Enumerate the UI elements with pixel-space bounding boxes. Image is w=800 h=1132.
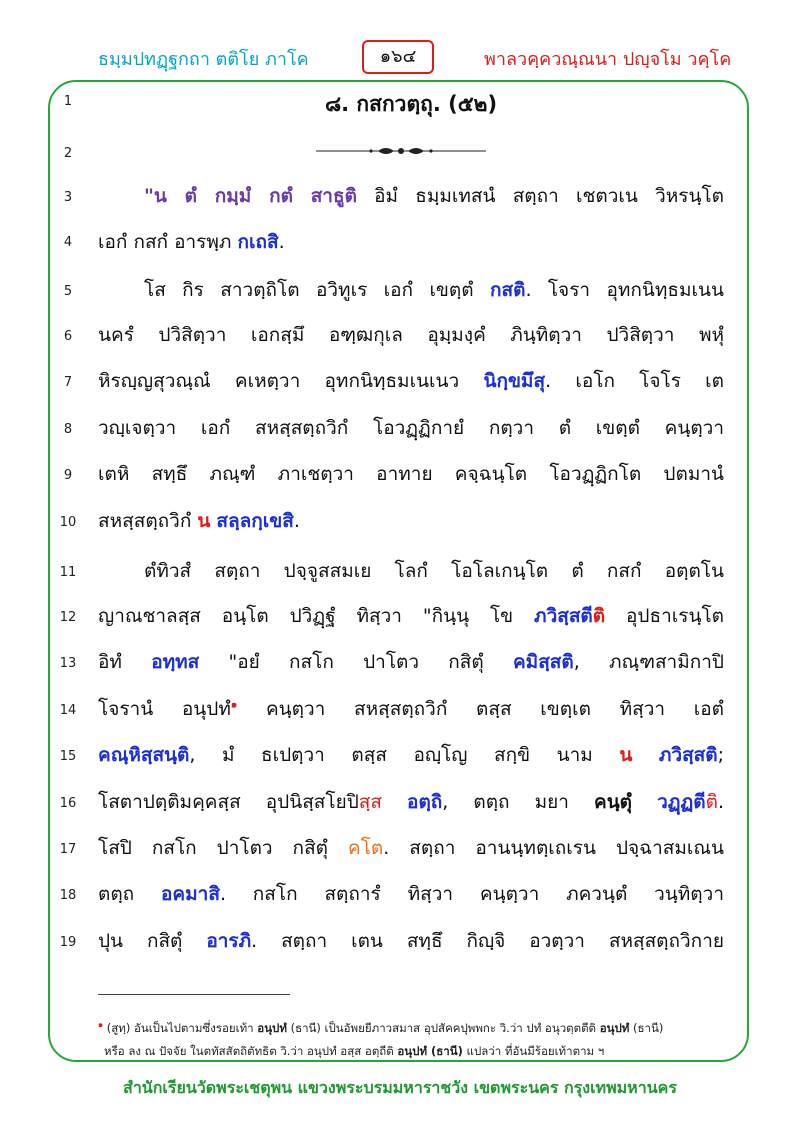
- text-line-14: โจรานํ อนุปทํ$^๑$ คนฺตฺวา สหสฺสตฺถวิกํ ตสฺส เขตฺเต ทิสฺวา เอตํ: [98, 698, 724, 720]
- line-number: 16: [59, 796, 77, 811]
- text-line-9: เตหิ สทฺธึ ภณฺฑํ ภาเชตฺวา อาทาย คจฺฉนฺโต โอวฏฺฏิกโต ปตมานํ: [98, 463, 724, 485]
- line-number: 9: [63, 468, 73, 483]
- line-number: 19: [59, 935, 77, 950]
- line-number: 12: [59, 610, 77, 625]
- footnote-ref: ๑: [230, 699, 238, 711]
- text-line-6: นครํ ปวิสิตฺวา เอกสฺมึ อฑฺฒกุเล อุมฺมงฺคํ ภินฺทิตฺวา ปวิสิตฺวา พหุํ: [98, 324, 724, 346]
- line-number: 7: [63, 375, 73, 390]
- line-number: 13: [59, 656, 77, 671]
- text-line-4: เอกํ กสกํ อารพฺภ กเถสิ.: [98, 231, 285, 253]
- divider-ornament-icon: [316, 145, 486, 157]
- line-number: 15: [59, 749, 77, 764]
- text-line-11: ตํทิวสํ สตฺถา ปจฺจูสสมเย โลกํ โอโลเกนฺโต ตํ กสกํ อตฺตโน: [144, 560, 724, 582]
- text-line-10: สหสฺสตฺถวิกํ น สลฺลกฺเขสิ.: [98, 510, 300, 532]
- line-number: 5: [63, 284, 73, 299]
- footnote-line-1: $^๑$ (สูทฺ) อันเป็นไปตามซึ่งรอยเท้า อนุปทํ (ธานี) เป็นอัพยยีภาวสมาส อุปสัคคปุพพกะ วิ.ว่า ปทํ อนุวตฺตตีติ อนุปทํ (ธานี): [98, 1020, 664, 1035]
- footnote-line-2: หรือ ลง ณ ปัจจัย ในตทัสสัตถิตัทธิต วิ.ว่า อนุปทํ อสฺส อตฺถีติ อนุปทํ (ธานี) แปลว่า ที่อันมีร้อยเท้าตาม ฯ: [104, 1044, 605, 1058]
- text-line-16: โสตาปตฺติมคฺคสฺส อุปนิสฺสโยปิสฺส อตฺถิ, ตตฺถ มยา คนฺตุํ วฏฺฏตีติ.: [98, 791, 724, 813]
- line-number: 11: [59, 565, 77, 580]
- line-number: 14: [59, 703, 77, 718]
- page-number-badge: ๑๖๔: [362, 40, 434, 74]
- text-line-15: คณฺหิสฺสนฺติ, มํ ธเปตฺวา ตสฺส อญฺโญ สกฺขิ นาม น ภวิสฺสติ;: [98, 744, 724, 766]
- header-chapter-title: พาลวคฺควณฺณนา ปญฺจโม วคฺโค: [484, 49, 732, 70]
- text-line-18: ตตฺถ อคมาสิ. กสโก สตฺถารํ ทิสฺวา คนฺตฺวา ภควนฺตํ วนฺทิตฺวา: [98, 883, 724, 905]
- text-line-19: ปุน กสิตุํ อารภิ. สตฺถา เตน สทฺธึ กิญฺจิ อวตฺวา สหสฺสตฺถวิกาย: [98, 930, 724, 952]
- line-number: 3: [63, 190, 73, 205]
- footnote-divider: [98, 994, 290, 995]
- text-line-13: อิทํ อทฺทส "อยํ กสโก ปาโตว กสิตุํ คมิสฺสติ, ภณฺฑสามิกาปิ: [98, 651, 724, 673]
- line-number: 17: [59, 842, 77, 857]
- line-number: 10: [59, 515, 77, 530]
- line-number: 1: [63, 94, 73, 109]
- line-number: 8: [63, 422, 73, 437]
- line-number: 18: [59, 888, 77, 903]
- line-number: 6: [63, 329, 73, 344]
- footer-institution: สำนักเรียนวัดพระเชตุพน แขวงพระบรมมหาราชวัง เขตพระนคร กรุงเทพมหานคร: [123, 1078, 677, 1097]
- text-line-8: วญฺเจตฺวา เอกํ สหสฺสตฺถวิกํ โอวฏฺฏิกายํ กตฺวา ตํ เขตฺตํ คนฺตฺวา: [98, 417, 724, 439]
- text-line-3: "น ตํ กมฺมํ กตํ สาธูติ อิมํ ธมฺมเทสนํ สตฺถา เชตวเน วิหรนฺโต: [144, 185, 724, 207]
- text-line-17: โสปิ กสโก ปาโตว กสิตุํ คโต. สตฺถา อานนฺทตฺเถเรน ปจฺฉาสมเณน: [98, 837, 724, 859]
- header-book-title: ธมฺมปทฏฺฐกถา ตติโย ภาโค: [98, 49, 309, 70]
- text-line-7: หิรญฺญสุวณฺณํ คเหตฺวา อุทกนิทฺธมเนเนว นิกฺขมึสุ. เอโก โจโร เต: [98, 370, 724, 392]
- text-line-12: ญาณชาลสฺส อนฺโต ปวิฏฺฐํ ทิสฺวา "กินฺนุ โข ภวิสฺสตีติ อุปธาเรนฺโต: [98, 605, 724, 627]
- text-line-5: โส กิร สาวตฺถิโต อวิทูเร เอกํ เขตฺตํ กสติ. โจรา อุทกนิทฺธมเนน: [144, 279, 724, 301]
- line-number: 4: [63, 235, 73, 250]
- story-title: ๘. กสกวตฺถุ. (๕๒): [324, 92, 498, 116]
- line-number: 2: [63, 146, 73, 161]
